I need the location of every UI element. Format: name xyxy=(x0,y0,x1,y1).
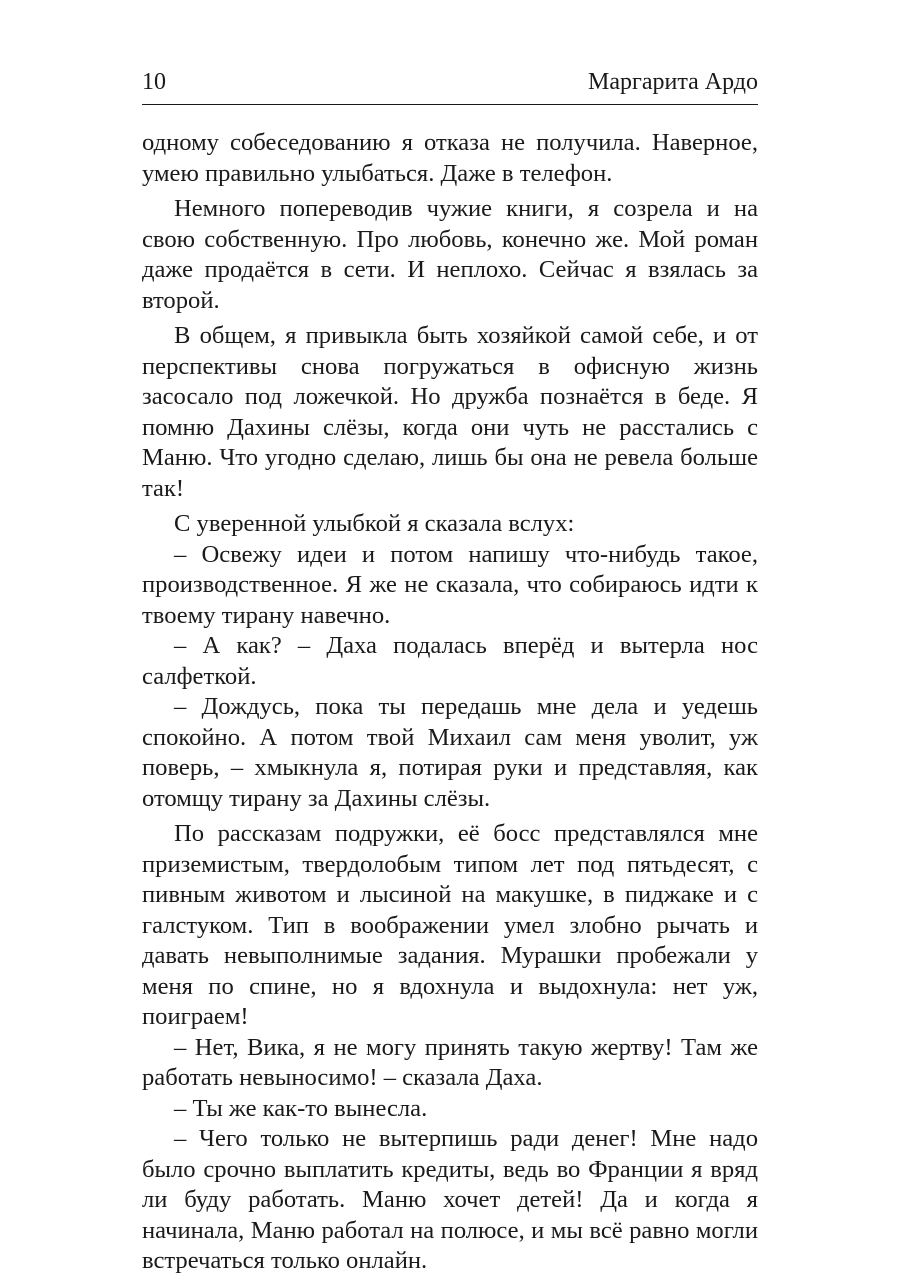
paragraph: Немного попереводив чужие книги, я созрела и на свою собственную. Про любовь, конечно же. Мой роман даже продаётся в сети. И неплохо. Сейчас я взялась за второй. xyxy=(142,195,758,314)
dialogue-line: – Освежу идеи и потом напишу что-нибудь такое, производственное. Я же не сказала, что собираюсь идти к твоему тирану навечно. xyxy=(142,540,758,629)
paragraph: одному собеседованию я отказа не получила. Наверное, умею правильно улыбаться. Даже в телефон. xyxy=(142,129,758,187)
dialogue-line: – Нет, Вика, я не могу принять такую жертву! Там же работать невыносимо! – сказала Даха. xyxy=(142,1033,758,1091)
running-head-author: Маргарита Ардо xyxy=(588,69,758,95)
dialogue-line: – Ты же как-то вынесла. xyxy=(174,1094,428,1122)
paragraph: В общем, я привыкла быть хозяйкой самой себе, и от перспективы снова погружаться в офисную жизнь засосало под ложечкой. Но дружба познаётся в беде. Я помню Дахины слёзы, когда они чуть не расстались с Маню. Что угодно сделаю, лишь бы она не ревела больше так! xyxy=(142,322,758,502)
paragraph: С уверенной улыбкой я сказала вслух: xyxy=(174,510,575,537)
dialogue-line: – Дождусь, пока ты передашь мне дела и уедешь спокойно. А потом твой Михаил сам меня уволит, уж поверь, – хмыкнула я, потирая руки и представляя, как отомщу тирану за Дахины слёзы. xyxy=(142,693,758,812)
dialogue-line: – А как? – Даха подалась вперёд и вытерла нос салфеткой. xyxy=(142,632,758,690)
paragraph: По рассказам подружки, её босс представлялся мне приземистым, твердолобым типом лет под пятьдесят, с пивным животом и лысиной на макушке, в пиджаке и с галстуком. Тип в воображении умел злобно рычать и давать невыполнимые задания. Мурашки пробежали у меня по спине, но я вдохнула и выдохнула: нет уж, поиграем! xyxy=(142,820,758,1030)
page-number: 10 xyxy=(142,69,166,95)
body-text xyxy=(142,128,758,1277)
page-header xyxy=(142,68,758,105)
dialogue-line: – Чего только не вытерпишь ради денег! Мне надо было срочно выплатить кредиты, ведь во Франции я вряд ли буду работать. Маню хочет детей! Да и когда я начинала, Маню работал на полюсе, и мы всё равно могли встречаться только онлайн. xyxy=(142,1125,758,1274)
